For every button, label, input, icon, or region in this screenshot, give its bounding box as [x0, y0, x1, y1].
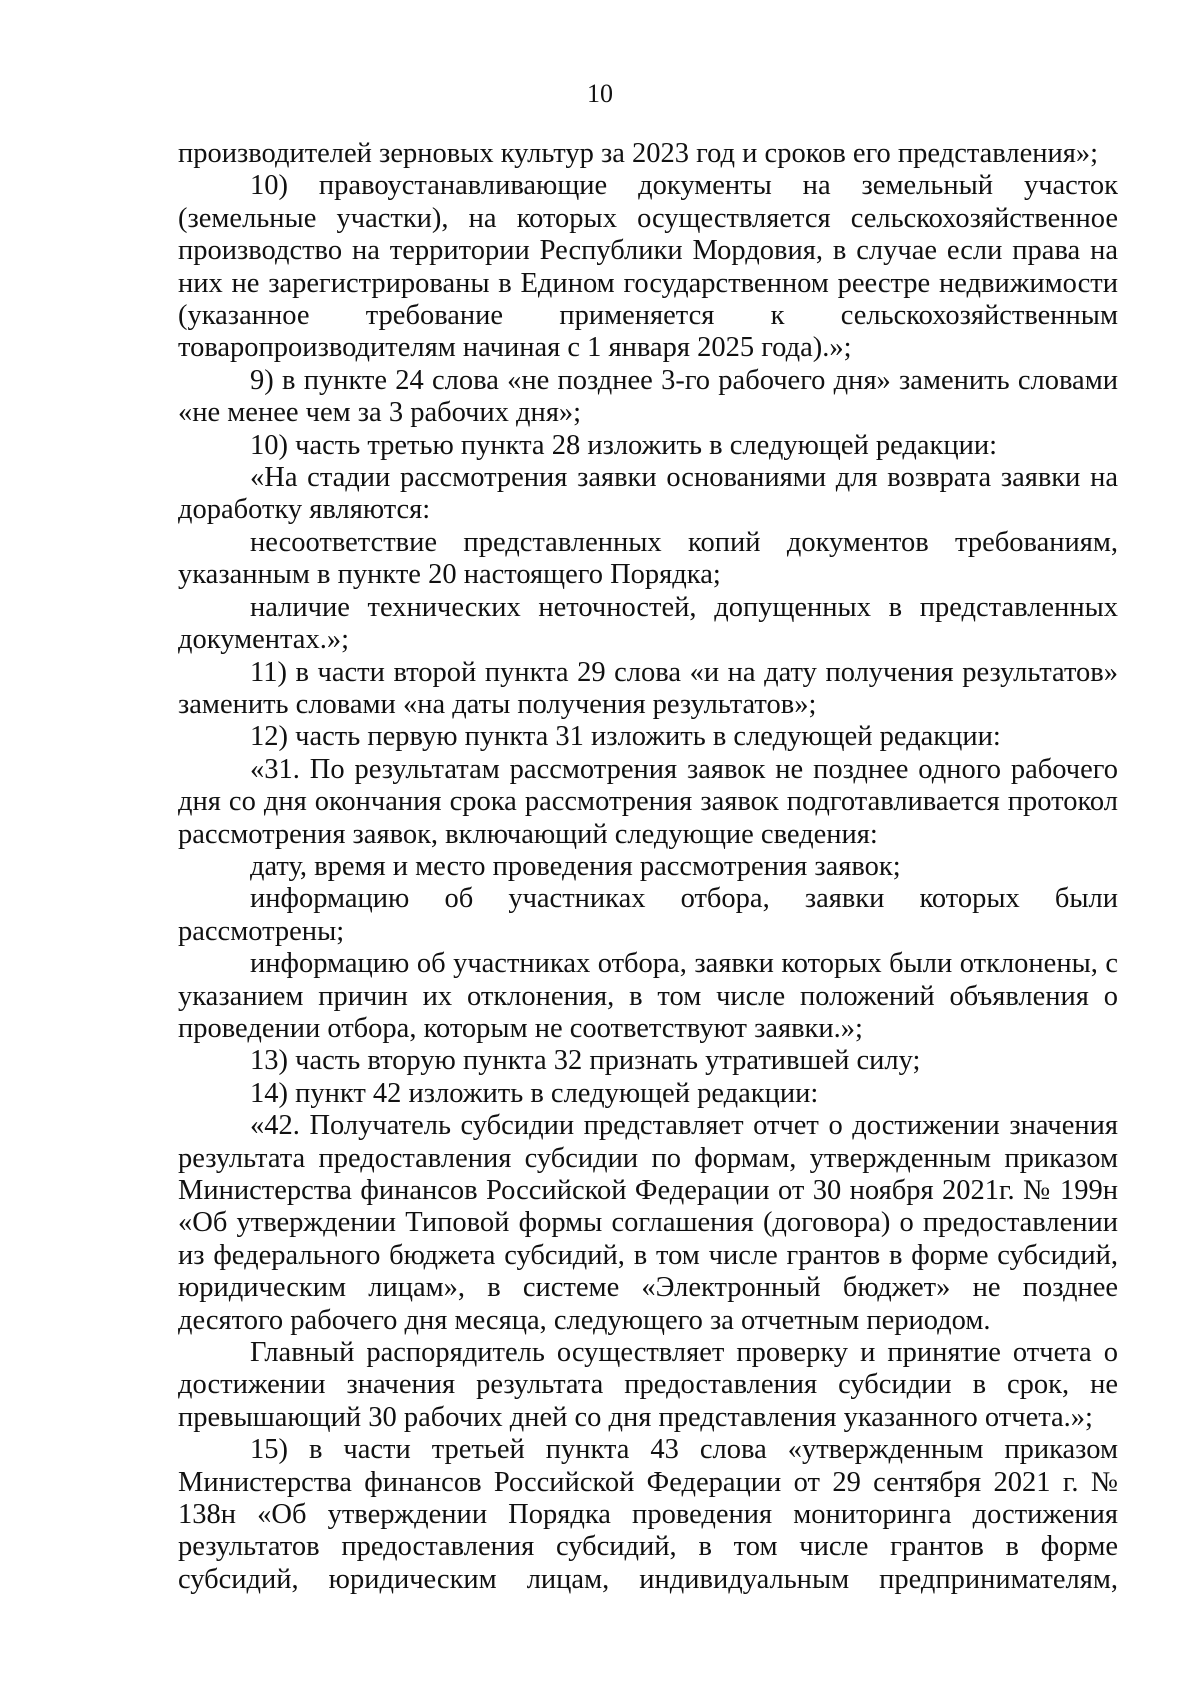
paragraph: 10) правоустанавливающие документы на земельный участок (земельные участки), на которых осуществляется сельскохозяйственное производство на территории Республики Мордовия, в случае если права на них не зарегистрированы в Едином государственном реестре недвижимости (указанное требование применяется к сельскохозяйственным товаропроизводителям начиная с 1 января 2025 года).»;: [178, 170, 1118, 364]
paragraph: «42. Получатель субсидии представляет отчет о достижении значения результата предоставления субсидии по формам, утвержденным приказом Министерства финансов Российской Федерации от 30 ноября 2021г. № 199н «Об утверждении Типовой формы соглашения (договора) о предоставлении из федерального бюджета субсидий, в том числе грантов в форме субсидий, юридическим лицам», в системе «Электронный бюджет» не позднее десятого рабочего дня месяца, следующего за отчетным периодом.: [178, 1110, 1118, 1336]
paragraph: информацию об участниках отбора, заявки которых были отклонены, с указанием причин их отклонения, в том числе положений объявления о проведении отбора, которым не соответствуют заявки.»;: [178, 948, 1118, 1044]
paragraph: 10) часть третью пункта 28 изложить в следующей редакции:: [250, 429, 998, 461]
paragraph: производителей зерновых культур за 2023 год и сроков его представления»;: [178, 138, 1099, 169]
paragraph: 11) в части второй пункта 29 слова «и на дату получения результатов» заменить словами «на даты получения результатов»;: [178, 656, 1118, 720]
paragraph: 12) часть первую пункта 31 изложить в следующей редакции:: [250, 721, 1001, 753]
paragraph: несоответствие представленных копий документов требованиям, указанным в пункте 20 настоящего Порядка;: [178, 526, 1118, 591]
document-body: [178, 138, 1118, 1596]
paragraph: 13) часть вторую пункта 32 признать утратившей силу;: [250, 1045, 921, 1077]
paragraph: Главный распорядитель осуществляет проверку и принятие отчета о достижении значения результата предоставления субсидии в срок, не превышающий 30 рабочих дней со дня представления указанного отчета.»;: [178, 1337, 1118, 1433]
paragraph: дату, время и место проведения рассмотрения заявок;: [250, 850, 901, 882]
paragraph: 9) в пункте 24 слова «не позднее 3-го рабочего дня» заменить словами «не менее чем за 3 рабочих дня»;: [178, 364, 1118, 429]
paragraph: «31. По результатам рассмотрения заявок не позднее одного рабочего дня со дня окончания срока рассмотрения заявок подготавливается протокол рассмотрения заявок, включающий следующие сведения:: [178, 753, 1118, 850]
paragraph: наличие технических неточностей, допущенных в представленных документах.»;: [178, 591, 1118, 656]
page-number: 10: [587, 79, 613, 108]
paragraph: 14) пункт 42 изложить в следующей редакции:: [250, 1077, 819, 1109]
paragraph: «На стадии рассмотрения заявки основаниями для возврата заявки на доработку являются:: [178, 462, 1118, 526]
paragraph: информацию об участниках отбора, заявки которых были рассмотрены;: [178, 883, 1118, 947]
paragraph: 15) в части третьей пункта 43 слова «утвержденным приказом Министерства финансов Российской Федерации от 29 сентября 2021 г. № 138н «Об утверждении Порядка проведения мониторинга достижения результатов предоставления субсидий, в том числе грантов в форме субсидий, юридическим лицам, индивидуальным предпринимателям,: [178, 1434, 1118, 1595]
